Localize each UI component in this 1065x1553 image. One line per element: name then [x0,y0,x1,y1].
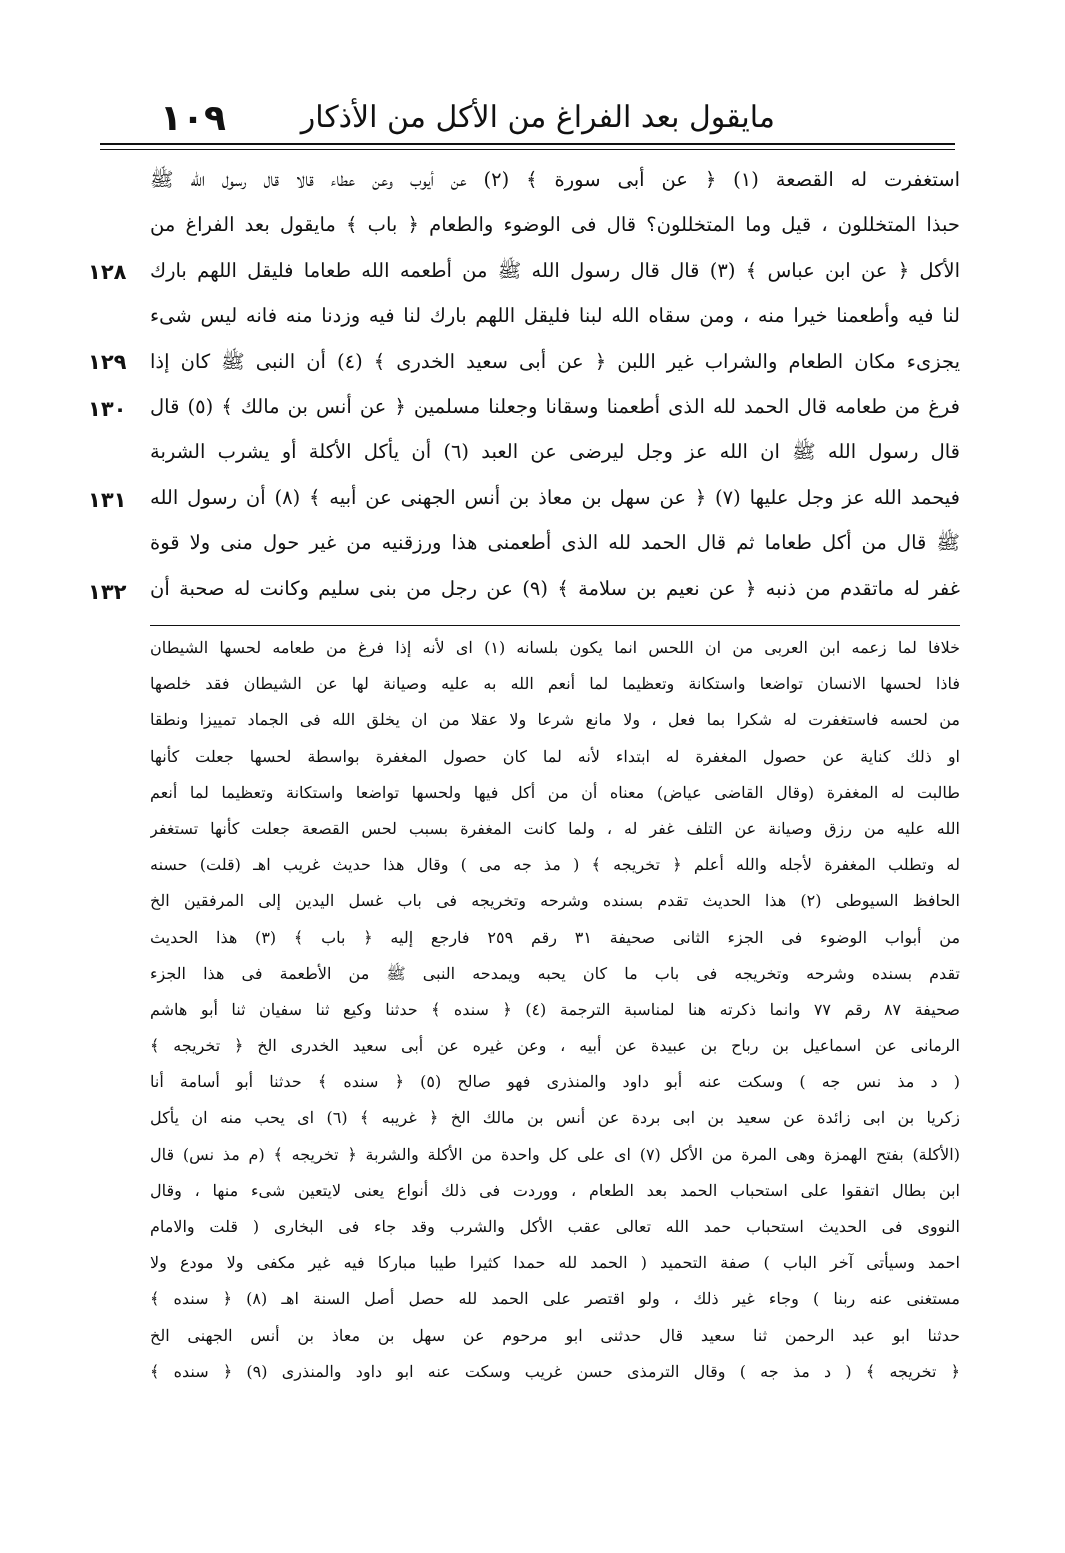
footnote-line: حدثنا ابو عبد الرحمن ثنا سعيد قال حدثنى ابو مرحوم عن سهل بن معاذ بن أنس الجهنى الخ [150,1325,960,1345]
footnote-line: او ذلك كناية عن حصول المغفرة له ابتداء لأنه لما كان حصول المغفرة بواسطة لحسها جعلت كأنها [150,746,960,766]
footnote-line: طالبت له المغفرة (وقال القاضى عياض) معناه أن من أكل فيها ولحسها تواضعا واستكانة وتعظيما لما أنعم [150,782,960,802]
footnote-line: الرمانى عن اسماعيل بن رباح بن عبيدة عن أبيه ، وعن غيره عن أبى سعيد الخدرى الخ ﴿ تخريجه ﴾ [150,1036,960,1056]
hadith-number: ١٣٠ [88,397,127,421]
main-line: لنا فيه وأطعمنا خيرا منه ، ومن سقاه الله لبنا فليقل اللهم بارك لنا فيه وزدنا منه فانه ليس شىء [150,304,960,328]
header-rule [100,143,955,150]
footnote-line: ابن بطال اتفقوا على استحباب الحمد بعد الطعام ، ووردت فى ذلك أنواع يعنى لايتعين شىء منها ، وقال [150,1180,960,1200]
main-line: غفر له ماتقدم من ذنبه ﴿ عن نعيم بن سلامة ﴾ (٩) عن رجل من بنى سليم وكانت له صحبة أن [150,576,960,600]
footnote-line: خلافا لما زعمه ابن العربى من ان اللحس انما يكون بلسانه (١) اى لأنه إذا فرغ من طعامه لحسها الشيطان [150,638,960,657]
footnote-line: الحافظ السيوطى (٢) هذا الحديث تقدم بسنده وشرحه وتخريجه فى باب غسل اليدين إلى المرفقين الخ [150,891,960,911]
footnotes [150,630,960,1390]
main-hadith-text [150,157,960,611]
hadith-number: ١٢٨ [88,260,127,284]
main-line: فيحمد الله عز وجل عليها (٧) ﴿ عن سهل بن معاذ بن أنس الجهنى عن أبيه ﴾ (٨) أن رسول الله [150,485,960,509]
main-line: ﷺ قال من أكل طعاما ثم قال الحمد لله الذى أطعمنى هذا ورزقنيه من غير حول منى ولا قوة [150,531,960,555]
hadith-number: ١٣١ [88,488,127,512]
hadith-number: ١٣٢ [88,580,127,604]
footnote-line: من لحسه فاستغفرت له شكرا بما فعل ، ولا مانع شرعا ولا عقلا من ان يخلق الله فى الجماد تمييزا ونطقا [150,710,960,730]
running-title: مايقول بعد الفراغ من الأكل من الأذكار [300,100,775,135]
footnote-separator [150,625,960,626]
page-number: ١٠٩ [160,98,226,139]
main-line: استغفرت له القصعة (١) ﴿ عن أبى سورة ﴾ (٢) عن أيوب وعن عطاء قالا قال رسول الله ﷺ [150,168,960,191]
hadith-number: ١٢٩ [88,350,127,374]
main-line: الأكل ﴿ عن ابن عباس ﴾ (٣) قال قال رسول الله ﷺ من أطعمه الله طعاما فليقل اللهم بارك [150,258,960,282]
main-line: قال رسول الله ﷺ ان الله عز وجل ليرضى عن العبد (٦) أن يأكل الأكلة أو يشرب الشربة [150,440,960,464]
footnote-line: (الأكلة) بفتح الهمزة وهى المرة من الأكل (٧) اى على كل واحدة من الأكلة والشربة ﴿ تخريجه ﴾ (م مذ نس) قال [150,1144,960,1164]
footnote-line: الله عليه من رزق وصيانة عن التلف غفر له ، ولما كانت المغفرة بسبب لحس القصعة جعلت كأنها تستغفر [150,818,960,838]
main-line: حبذا المتخللون ، قيل وما المتخللون؟ قال فى الوضوء والطعام ﴿ باب ﴾ مايقول بعد الفراغ من [150,213,960,237]
footnote-line: تقدم بسنده وشرحه وتخريجه فى باب ما كان يحبه ويمدحه النبى ﷺ من الأطعمة فى هذا الجزء [150,963,960,983]
footnote-line: ( د مذ نس جه ) وسكت عنه أبو داود والمنذرى فهو صالح (٥) ﴿ سنده ﴾ حدثنا أبو أسامة أنا [150,1072,960,1092]
footnote-line: مستغنى عنه ربنا ) وجاء غير ذلك ، ولو اقتصر على الحمد لله حصل أصل السنة اهـ (٨) ﴿ سنده ﴾ [150,1289,960,1309]
footnote-line: من أبواب الوضوء فى الجزء الثانى صحيفة ٣١ رقم ٢٥٩ فارجع إليه ﴿ باب ﴾ (٣) هذا الحديث [150,927,960,947]
footnote-line: فاذا لحسها الانسان تواضعا واستكانة وتعظيما لما أنعم الله به عليه وصيانة لها عن الشيطان فقد خلصها [150,674,960,694]
main-line: فرغ من طعامه قال الحمد لله الذى أطعمنا وسقانا وجعلنا مسلمين ﴿ عن أنس بن مالك ﴾ (٥) قال [150,394,960,418]
footnote-line: النووى فى الحديث استحباب حمد الله تعالى عقب الأكل والشرب وقد جاء فى البخارى ( قلت والامام [150,1217,960,1236]
footnote-line: له وتطلب المغفرة لأجله والله أعلم ﴿ تخريجه ﴾ ( مذ جه مى ) وقال هذا حديث غريب اهـ (قلت) حسنه [150,855,960,875]
main-line: يجزىء مكان الطعام والشراب غير اللبن ﴿ عن أبى سعيد الخدرى ﴾ (٤) أن النبى ﷺ كان إذا [150,349,960,373]
footnote-line: صحيفة ٨٧ رقم ٧٧ وانما ذكرته هنا لمناسبة الترجمة (٤) ﴿ سنده ﴾ حدثنا وكيع ثنا سفيان ثنا أبو هاشم [150,999,960,1019]
footnote-line: احمد وسيأتى آخر الباب ) صفة التحميد ( الحمد لله حمدا كثيرا طيبا مباركا فيه غير مكفى ولا مودع ولا [150,1253,960,1273]
footnote-line: ﴿ تخريجه ﴾ ( د مذ جه ) وقال الترمذى حسن غريب وسكت عنه ابو داود والمنذرى (٩) ﴿ سنده ﴾ [150,1361,960,1381]
footnote-line: زكريا بن ابى زائدة عن سعيد بن ابى بردة عن أنس بن مالك الخ ﴿ غريبه ﴾ (٦) اى يحب منه ان يأكل [150,1108,960,1128]
